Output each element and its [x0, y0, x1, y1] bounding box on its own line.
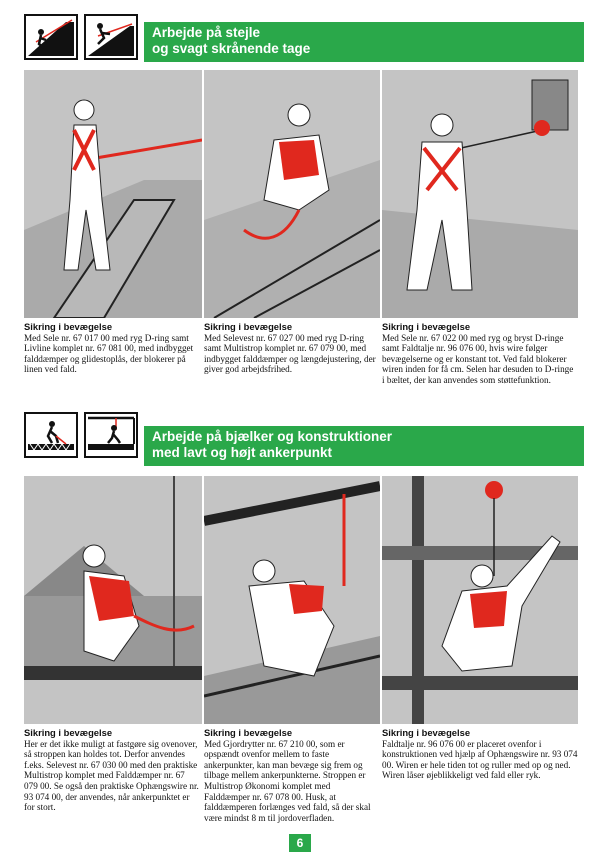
caption-body: Med Selevest nr. 67 027 00 med ryg D-ring samt Multistrop komplet nr. 67 079 00, med indbygget falddæmper og længdejustering, der giver god arbejdsfrihed. [204, 332, 376, 375]
roof-worker-livline-photo [24, 70, 202, 318]
high-anchor-beam-icon [84, 412, 138, 458]
caption-heading: Sikring i bevægelse [382, 727, 471, 738]
section-title-line-1: Arbejde på stejle [152, 25, 261, 40]
beam-worker-low-anchor-photo [24, 476, 202, 724]
caption-heading: Sikring i bevægelse [24, 727, 113, 738]
steep-roof-icon [24, 14, 78, 60]
section-title-line-2: med lavt og højt ankerpunkt [152, 445, 333, 460]
caption-body: Med Gjordrytter nr. 67 210 00, som er opspændt ovenfor mellem to faste ankerpunkter, kan man bevæge sig frem og tilbage mellem ankerpunkterne. Stroppen er Multistrop Økonomi komplet med Falddæmper nr. 67 078 00. Husk, at falddæmperen forlænges ved fald, så der skal være mindst 8 m til jordoverfladen. [204, 738, 371, 823]
roof-worker-multistrop-photo [204, 70, 380, 318]
low-anchor-beam-icon [24, 412, 78, 458]
caption-heading: Sikring i bevægelse [204, 727, 293, 738]
roof-worker-faldtalje-photo [382, 70, 578, 318]
caption-1 [24, 322, 200, 375]
caption-heading: Sikring i bevægelse [24, 321, 113, 332]
beam-worker-high-anchor-photo [382, 476, 578, 724]
caption-heading: Sikring i bevægelse [382, 321, 471, 332]
caption-2 [204, 322, 378, 375]
caption-body: Faldtalje nr. 96 076 00 er placeret ovenfor i konstruktionen ved hjælp af Ophængswire nr. 93 074 00. Wiren er hele tiden tot og ruller med op og ned. Wiren låser øjeblikkeligt ved fald eller ryk. [382, 738, 578, 781]
section-title-line-1: Arbejde på bjælker og konstruktioner [152, 429, 393, 444]
beam-worker-gjordrytter-photo [204, 476, 380, 724]
caption-4 [24, 728, 200, 813]
caption-heading: Sikring i bevægelse [204, 321, 293, 332]
caption-body: Med Sele nr. 67 022 00 med ryg og bryst D-ringe samt Faldtalje nr. 96 076 00, hvis wire følger bevægelserne og er konstant tot. Ved fald blokerer wiren inden for få cm. Selen har desuden to D-ringe i bæltet, der kan anvendes som støttefunktion. [382, 332, 574, 385]
caption-6 [382, 728, 578, 781]
caption-body: Her er det ikke muligt at fastgøre sig ovenover, så stroppen kan holdes tot. Derfor anvendes f.eks. Selevest nr. 67 030 00 med den praktiske Multistrop komplet med Falddæmper nr. 67 079 00. Se også den praktiske Ophængswire nr. 93 074 00, der anvendes, når ankerpunktet er for stort. [24, 738, 199, 813]
section-title [144, 426, 584, 466]
page-number: 6 [289, 834, 311, 852]
section-title [144, 22, 584, 62]
caption-3 [382, 322, 578, 386]
caption-5 [204, 728, 378, 823]
sloped-roof-icon [84, 14, 138, 60]
section-title-line-2: og svagt skrånende tage [152, 41, 311, 56]
caption-body: Med Sele nr. 67 017 00 med ryg D-ring samt Livline komplet nr. 67 081 00, med indbygget falddæmper og glidestoplås, der blokerer på linen ved fald. [24, 332, 194, 375]
